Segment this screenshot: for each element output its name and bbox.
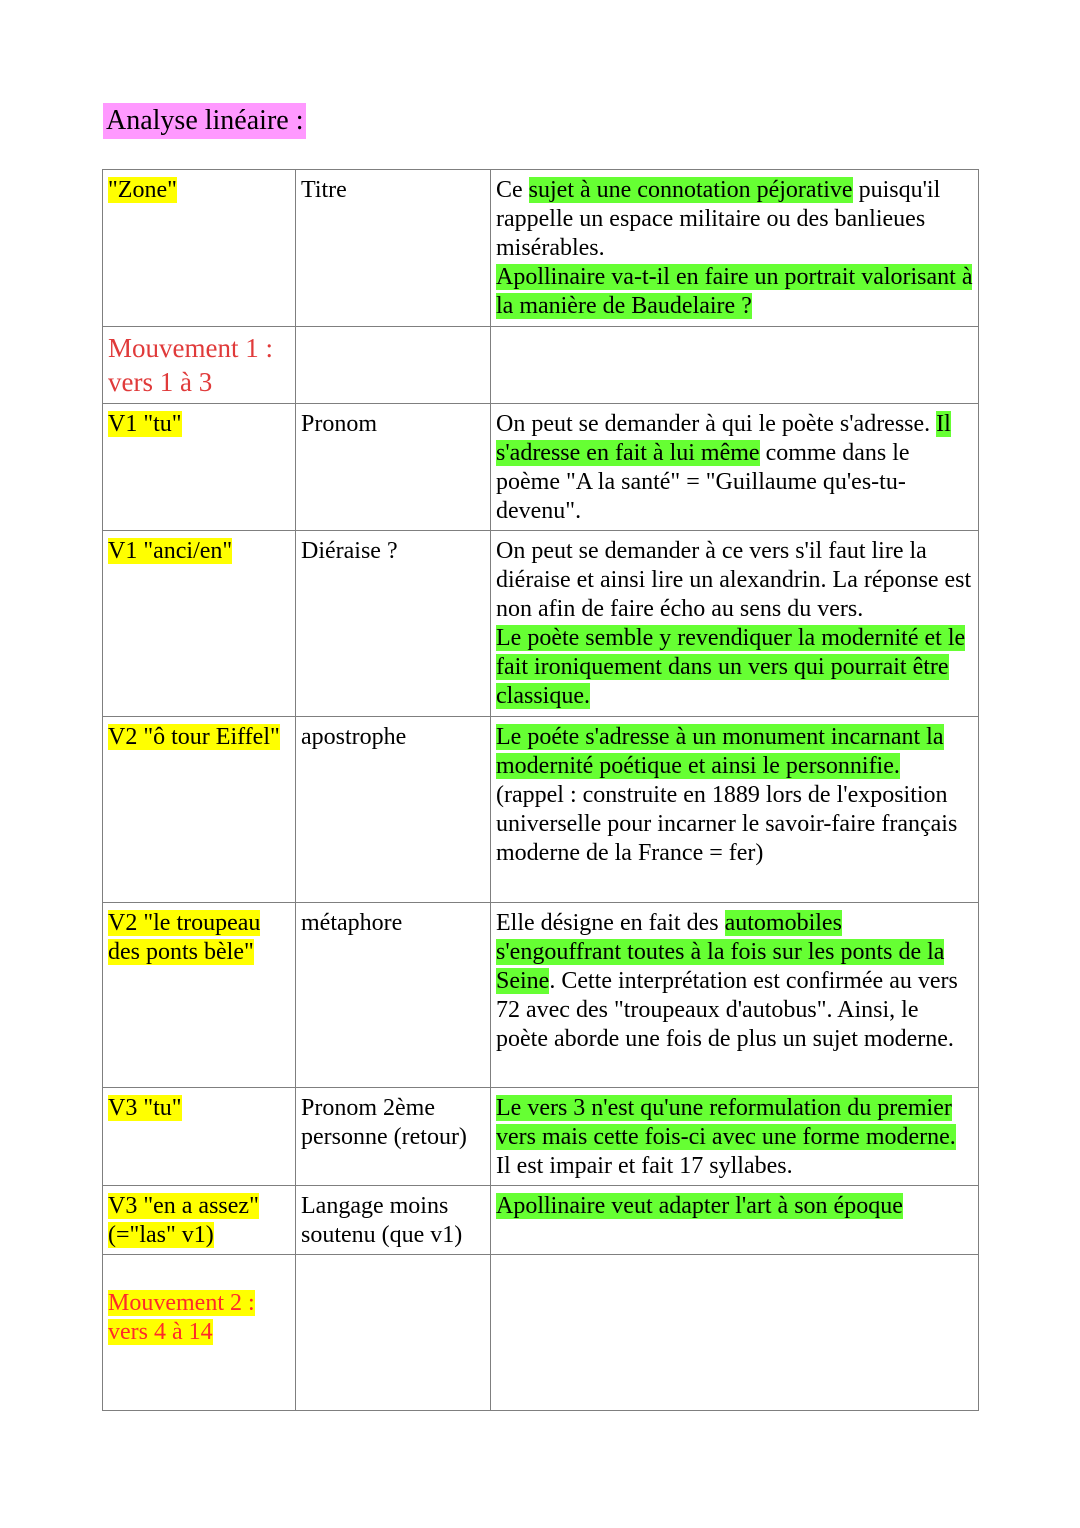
term-cell [103,1186,296,1255]
analysis-text: comme dans le poème "A la santé" = "Guillaume qu'es-tu-devenu". [496,440,910,524]
figure-text: métaphore [301,910,403,936]
figure-cell [296,327,491,404]
term-text: V3 "en a assez" (="las" v1) [108,1193,259,1248]
analysis-cell [491,1088,979,1186]
term-cell [103,531,296,717]
term-cell [103,903,296,1088]
highlighted-text: Apollinaire va-t-il en faire un portrait valorisant à la manière de Baudelaire ? [496,264,973,319]
table-row [103,404,979,531]
analysis-cell [491,404,979,531]
figure-cell [296,1255,491,1411]
term-cell [103,1255,296,1411]
highlighted-text: Apollinaire veut adapter l'art à son époque [496,1193,903,1219]
analysis-text: puisqu'il rappelle un espace militaire ou des banlieues misérables. [496,177,941,261]
figure-cell [296,1186,491,1255]
table-row [103,1255,979,1411]
term-cell [103,170,296,327]
analysis-text: . Cette interprétation est confirmée au vers 72 avec des "troupeaux d'autobus". Ainsi, le poète aborde une fois de plus un sujet moderne. [496,968,958,1052]
table-row [103,531,979,717]
term-text: V1 "tu" [108,411,182,437]
term-text: V1 "anci/en" [108,538,233,564]
term-cell [103,327,296,404]
table-row [103,170,979,327]
term-text: V2 "le troupeau des ponts bèle" [108,910,261,965]
highlighted-text: sujet à une connotation péjorative [528,177,853,203]
analysis-cell [491,903,979,1088]
analysis-table [102,169,979,1411]
movement-heading: Mouvement 1 : vers 1 à 3 [108,333,273,397]
figure-cell [296,717,491,903]
figure-text: Pronom [301,411,378,437]
term-text: "Zone" [108,177,177,203]
movement-heading: Mouvement 2 : vers 4 à 14 [108,1290,255,1345]
figure-cell [296,531,491,717]
table-row [103,717,979,903]
highlighted-text: Le poéte s'adresse à un monument incarnant la modernité poétique et ainsi le personnifie. [496,724,944,779]
figure-cell [296,1088,491,1186]
table-row [103,1088,979,1186]
figure-text: Diéraise ? [301,538,398,564]
analysis-text: On peut se demander à qui le poète s'adresse. [496,411,937,437]
analysis-cell [491,327,979,404]
page-title: Analyse linéaire : [103,103,306,139]
highlighted-text: Le vers 3 n'est qu'une reformulation du premier vers mais cette fois-ci avec une forme moderne. [496,1095,956,1150]
highlighted-text: automobiles s'engouffrant toutes à la fois sur les ponts de la Seine [496,910,945,994]
analysis-text: On peut se demander à ce vers s'il faut lire la diéraise et ainsi lire un alexandrin. La réponse est non afin de faire écho au sens du vers. [496,538,972,622]
figure-cell [296,903,491,1088]
analysis-cell [491,531,979,717]
figure-text: Titre [301,177,347,203]
figure-cell [296,404,491,531]
figure-text: Pronom 2ème personne (retour) [301,1095,467,1150]
analysis-cell [491,1186,979,1255]
analysis-cell [491,717,979,903]
analysis-text: Il est impair et fait 17 syllabes. [496,1153,793,1179]
table-row [103,903,979,1088]
table-row [103,1186,979,1255]
figure-text: Langage moins soutenu (que v1) [301,1193,463,1248]
figure-text: apostrophe [301,724,407,750]
analysis-text: (rappel : construite en 1889 lors de l'exposition universelle pour incarner le savoir-faire français moderne de la France = fer) [496,782,958,866]
highlighted-text: Il s'adresse en fait à lui même [496,411,951,466]
table-row [103,327,979,404]
analysis-text: Ce [496,177,529,203]
term-cell [103,404,296,531]
analysis-text: Elle désigne en fait des [496,910,725,936]
analysis-cell [491,170,979,327]
analysis-cell [491,1255,979,1411]
highlighted-text: Le poète semble y revendiquer la modernité et le fait ironiquement dans un vers qui pourrait être classique. [496,625,966,709]
term-cell [103,717,296,903]
term-text: V3 "tu" [108,1095,182,1121]
term-text: V2 "ô tour Eiffel" [108,724,280,750]
figure-cell [296,170,491,327]
term-cell [103,1088,296,1186]
